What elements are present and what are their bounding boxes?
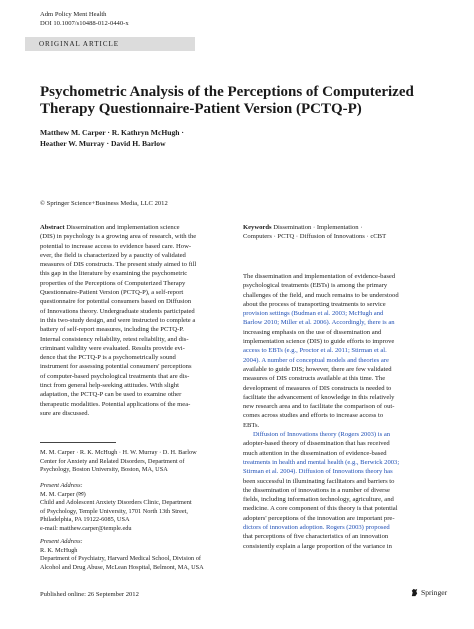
citation-line[interactable]: treatments in health and mental health (e.g., Berwick 2003; (243, 458, 400, 466)
title-line: Therapy Questionnaire-Patient Version (PCTQ-P) (40, 101, 362, 117)
abstract-line: battery of self-report measures, including the PCTQ-P. (40, 326, 184, 334)
article-type-banner: ORIGINAL ARTICLE (25, 37, 195, 51)
keywords-label: Keywords (243, 224, 272, 231)
abstract-line: instrument for assessing potential consumers' perceptions (40, 363, 192, 371)
doi[interactable]: DOI 10.1007/s10488-012-0440-x (40, 19, 129, 27)
citation-line[interactable]: Stirman et al. 2004). Diffusion of Innovations theory has (243, 468, 393, 476)
abstract-line: Questionnaire-Patient Version (PCTQ-P), a self-report (40, 289, 184, 297)
abstract-line: Abstract Dissemination and implementation science (40, 224, 180, 231)
present-address-mchugh: Present Address: R. K. McHugh Department of Psychiatry, Harvard Medical School, Division of Alcohol and Drug Abuse, McLean Hospital, Belmont, MA, USA (40, 538, 230, 572)
paragraph: The dissemination and implementation of evidence-based psychological treatments (EBTs) is among the primary challenges of the field, and much remains to be understood about the process of transporting treatments to service provision settings (Budman et al. 2003; McHugh and Barlow 2010; Miller et al. 2006). Accordingly, there is an increasing emphasis on the use of dissemination and implementation science (DIS) to guide efforts to improve access to EBTs (e.g., Proctor et al. 2011; Stirman et al. 2004). A number of conceptual models and theories are available to guide DIS; however, there are few validated measures of DIS constructs available at this time. The development of measures of DIS constructs is needed to facilitate the advancement of knowledge in this relatively new research area and to facilitate the comparison of out- comes across studies and efforts to increase access to EBTs. (243, 272, 435, 430)
introduction-body (243, 272, 435, 551)
paragraph: Diffusion of Innovations theory (Rogers 2003) is an adopter-based theory of dissemination that has received much attention in the dissemination of evidence-based treatments in health and mental health (e.g., Berwick 2003; Stirman et al. 2004). Diffusion of Innovations theory has been successful in illuminating facilitators and barriers to the dissemination of innovations in a number of diverse fields, including information technology, agriculture, and medicine. A core component of this theory is that potential adopters' perceptions of the innovation are important pre- dictors of innovation adoption. Rogers (2003) proposed that perceptions of five characteristics of an innovation consistently explain a large proportion of the variance in (243, 430, 435, 551)
present-address-carper: Present Address: M. M. Carper (✉) Child and Adolescent Anxiety Disorders Clinic, Department of Psychology, Temple University, 1701 North 13th Street, Philadelphia, PA 19122-6085, USA e-mail: matthew.carper@temple.edu (40, 482, 230, 534)
author-line: Heather W. Murray · David H. Barlow (40, 138, 166, 148)
copyright-notice: © Springer Science+Business Media, LLC 2012 (40, 200, 168, 207)
abstract-line: properties of the Perceptions of Computerized Therapy (40, 279, 186, 287)
abstract-line: (DIS) in psychology is a growing area of research, with the (40, 233, 197, 241)
journal-name: Adm Policy Ment Health (40, 11, 107, 18)
citation-line[interactable]: 2004). A number of conceptual models and theories are (243, 356, 389, 364)
citation-line[interactable]: dictors of innovation adoption. Rogers (2003) proposed (243, 524, 390, 532)
footnote-divider (40, 442, 116, 443)
present-address-label: Present Address: (40, 538, 83, 545)
author-list (40, 128, 184, 149)
abstract-line: of Innovations theory. Undergraduate students participated (40, 307, 195, 315)
citation-line[interactable]: access to EBTs (e.g., Proctor et al. 2011; Stirman et al. (243, 347, 387, 355)
abstract-line: sure are discussed. (40, 409, 90, 417)
abstract-line: adaptation, the PCTQ-P can be used to examine other (40, 391, 182, 399)
abstract-line: of computer-based psychological treatments that are dis- (40, 372, 190, 380)
springer-horse-icon (410, 588, 419, 597)
abstract-line: potential to increase access to evidence based care. How- (40, 242, 192, 250)
present-address-label: Present Address: (40, 482, 83, 489)
abstract-label: Abstract (40, 224, 65, 231)
abstract-line: this gap in the literature by examining the psychometric (40, 270, 188, 278)
journal-header (40, 11, 129, 28)
citation-line[interactable]: provision settings (Budman et al. 2003; McHugh and (243, 310, 384, 318)
title-line: Psychometric Analysis of the Perceptions of Computerized (40, 84, 414, 100)
abstract-line: ever, the field is characterized by a paucity of validated (40, 251, 186, 259)
citation-line[interactable]: Barlow 2010; Miller et al. 2006). Accordingly, there is an (243, 319, 395, 327)
abstract-line: questionnaire for potential consumers based on Diffusion (40, 298, 192, 306)
abstract-line: measures of DIS constructs. The present study aimed to fill (40, 261, 197, 269)
abstract-line: dence that the PCTQ-P is a psychometrically sound (40, 354, 176, 362)
affiliation-block: M. M. Carper · R. K. McHugh · H. W. Murray · D. H. Barlow Center for Anxiety and Related Disorders, Department of Psychology, Boston University, Boston, MA, USA (40, 449, 197, 474)
abstract-line: therapeutic modalities. Potential applications of the mea- (40, 400, 191, 408)
published-date: Published online: 26 September 2012 (40, 591, 139, 598)
article-title (40, 84, 440, 118)
abstract-line: tinct from general help-seeking attitudes. With slight (40, 382, 179, 390)
publisher-logo (410, 588, 447, 597)
citation-line[interactable]: Diffusion of Innovations theory (Rogers 2003) is an (253, 431, 391, 439)
abstract-line: Internal consistency reliability, retest reliability, and dis- (40, 335, 189, 343)
author-line: Matthew M. Carper · R. Kathryn McHugh · (40, 128, 184, 137)
publisher-name: Springer (421, 588, 448, 597)
keywords: Keywords Dissemination · Implementation · Computers · PCTQ · Diffusion of Innovations · cCBT (243, 224, 387, 241)
email-link[interactable]: e-mail: matthew.carper@temple.edu (40, 524, 132, 532)
abstract-line: criminant validity were evaluated. Results provide evi- (40, 344, 185, 352)
abstract (40, 223, 230, 418)
abstract-line: in this two-study design, and were instructed to complete a (40, 316, 196, 324)
